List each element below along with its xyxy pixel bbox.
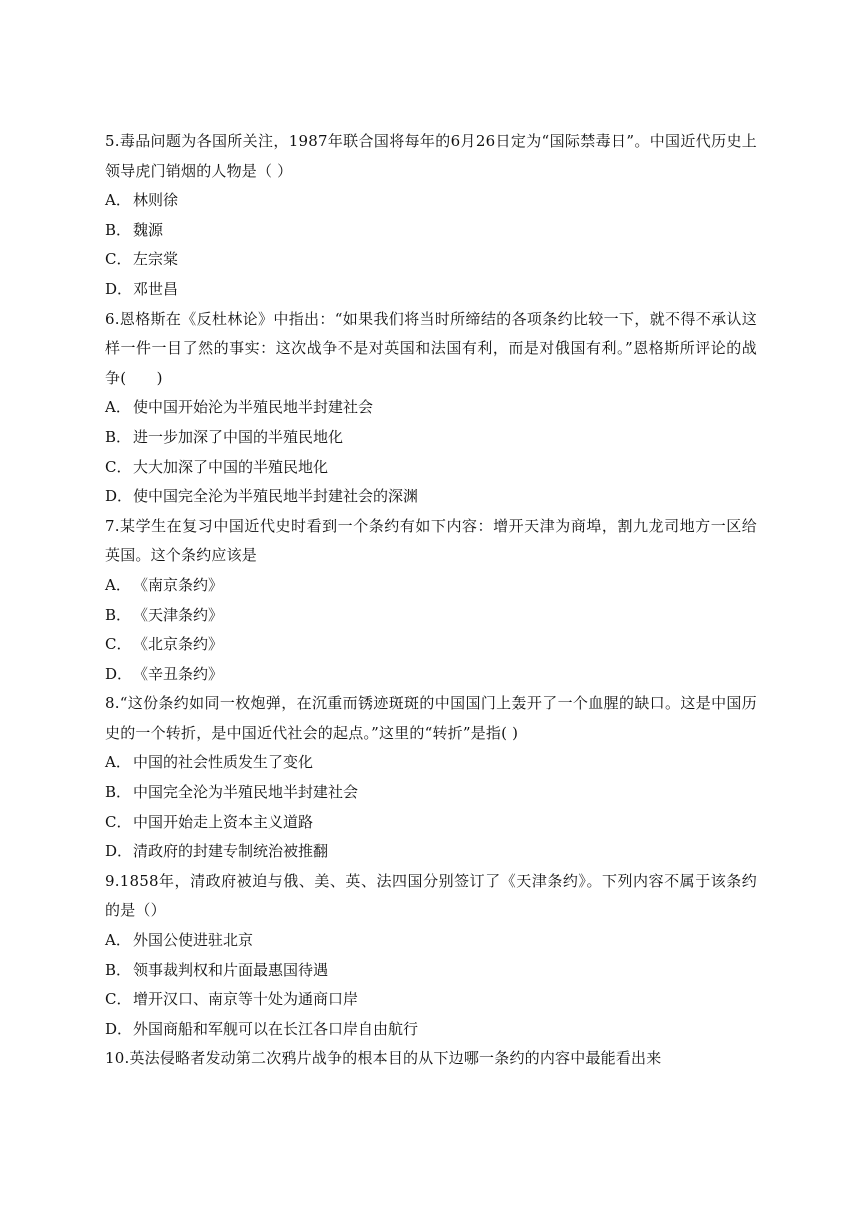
option-text: 使中国完全沦为半殖民地半封建社会的深渊 <box>133 487 419 506</box>
option-text: 《南京条约》 <box>133 575 224 594</box>
option-d <box>105 660 757 690</box>
option-b <box>105 778 757 808</box>
option-letter: A． <box>105 191 131 210</box>
question-stem: 6.恩格斯在《反杜林论》中指出：“如果我们将当时所缔结的各项条约比较一下，就不得不承认这样一件一目了然的事实：这次战争不是对英国和法国有利，而是对俄国有利。”恩格斯所评论的战争( ) <box>105 309 757 387</box>
question-8 <box>105 689 757 867</box>
question-stem: 5.毒品问题为各国所关注，1987年联合国将每年的6月26日定为“国际禁毒日”。中国近代历史上领导虎门销烟的人物是（ ） <box>105 132 757 180</box>
question-5 <box>105 127 757 305</box>
option-d <box>105 837 757 867</box>
question-10 <box>105 1044 757 1074</box>
question-7 <box>105 512 757 690</box>
option-text: 中国的社会性质发生了变化 <box>133 753 314 772</box>
option-letter: B． <box>105 960 132 979</box>
option-text: 邓世昌 <box>133 279 179 298</box>
option-c <box>105 453 757 483</box>
question-list <box>105 127 757 1074</box>
question-6 <box>105 305 757 512</box>
option-a <box>105 926 757 956</box>
option-letter: B． <box>105 427 132 446</box>
option-text: 领事裁判权和片面最惠国待遇 <box>133 960 329 979</box>
option-a <box>105 748 757 778</box>
question-stem: 8.“这份条约如同一枚炮弹，在沉重而锈迹斑斑的中国国门上轰开了一个血腥的缺口。这是中国历史的一个转折，是中国近代社会的起点。”这里的“转折”是指( ) <box>105 694 757 742</box>
option-text: 外国商船和军舰可以在长江各口岸自由航行 <box>133 1019 419 1038</box>
question-9 <box>105 867 757 1045</box>
option-letter: C． <box>105 812 132 831</box>
option-c <box>105 245 757 275</box>
option-letter: D． <box>105 664 133 683</box>
option-text: 进一步加深了中国的半殖民地化 <box>133 427 344 446</box>
option-letter: D． <box>105 279 133 298</box>
option-letter: C． <box>105 635 132 654</box>
option-letter: B． <box>105 220 132 239</box>
option-letter: A． <box>105 575 131 594</box>
option-letter: D． <box>105 487 133 506</box>
option-b <box>105 216 757 246</box>
question-stem: 7.某学生在复习中国近代史时看到一个条约有如下内容：增开天津为商埠，割九龙司地方一区给英国。这个条约应该是 <box>105 516 757 565</box>
option-text: 使中国开始沦为半殖民地半封建社会 <box>133 398 374 417</box>
option-letter: A． <box>105 753 131 772</box>
option-text: 《辛丑条约》 <box>133 664 224 683</box>
option-text: 左宗棠 <box>133 250 179 269</box>
option-text: 增开汉口、南京等十处为通商口岸 <box>133 990 359 1009</box>
option-letter: C． <box>105 990 132 1009</box>
question-stem: 9.1858年，清政府被迫与俄、美、英、法四国分别签订了《天津条约》。下列内容不属于该条约的是（） <box>105 871 757 920</box>
option-c <box>105 985 757 1015</box>
option-a <box>105 571 757 601</box>
option-b <box>105 601 757 631</box>
option-c <box>105 808 757 838</box>
option-letter: C． <box>105 457 132 476</box>
option-letter: B． <box>105 605 132 624</box>
option-letter: B． <box>105 783 132 802</box>
option-text: 中国完全沦为半殖民地半封建社会 <box>133 783 359 802</box>
option-letter: D． <box>105 842 133 861</box>
option-letter: C． <box>105 250 132 269</box>
option-text: 《天津条约》 <box>133 605 224 624</box>
option-text: 林则徐 <box>133 191 179 210</box>
option-letter: A． <box>105 931 131 950</box>
option-a <box>105 393 757 423</box>
question-stem: 10.英法侵略者发动第二次鸦片战争的根本目的从下边哪一条约的内容中最能看出来 <box>105 1049 662 1068</box>
option-d <box>105 275 757 305</box>
option-text: 清政府的封建专制统治被推翻 <box>133 842 329 861</box>
option-text: 大大加深了中国的半殖民地化 <box>133 457 329 476</box>
option-text: 外国公使进驻北京 <box>133 931 254 950</box>
option-text: 魏源 <box>133 220 164 239</box>
option-text: 《北京条约》 <box>133 635 224 654</box>
option-b <box>105 956 757 986</box>
option-d <box>105 1015 757 1045</box>
option-letter: D． <box>105 1019 133 1038</box>
option-c <box>105 630 757 660</box>
option-d <box>105 482 757 512</box>
option-b <box>105 423 757 453</box>
option-text: 中国开始走上资本主义道路 <box>133 812 314 831</box>
option-letter: A． <box>105 398 131 417</box>
option-a <box>105 186 757 216</box>
